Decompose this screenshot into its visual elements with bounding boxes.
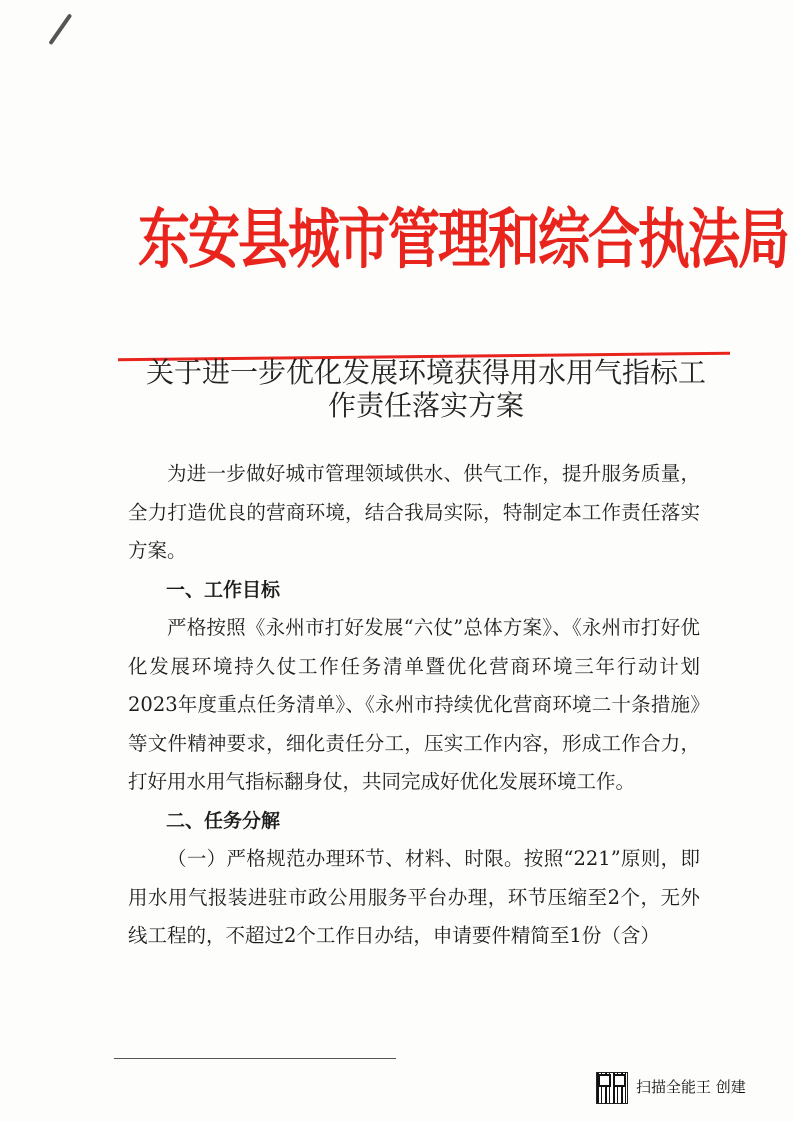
document-body	[128, 455, 700, 956]
letterhead-agency-name: 东安县城市管理和综合执法局	[138, 201, 789, 278]
task-item-1: （一）严格规范办理环节、材料、时限。按照“221”原则，即用水用气报装进驻市政公用服务平台办理，环节压缩至2个，无外线工程的，不超过2个工作日办结，申请要件精简至1份（含）	[128, 847, 700, 947]
document-title-line-1: 关于进一步优化发展环境获得用水用气指标工	[145, 356, 706, 389]
scan-mark	[48, 13, 72, 45]
section-heading-tasks: 二、任务分解	[166, 809, 281, 832]
footer-rule	[114, 1058, 396, 1059]
qr-code-icon	[596, 1072, 628, 1104]
document-title-line-2: 作责任落实方案	[327, 389, 524, 422]
goals-paragraph: 严格按照《永州市打好发展“六仗”总体方案》、《永州市打好优化发展环境持久仗工作任务清单暨优化营商环境三年行动计划2023年度重点任务清单》、《永州市持续优化营商环境二十条措施》等文件精神要求，细化责任分工，压实工作内容，形成工作合力，打好用水用气指标翻身仗，共同完成好优化发展环境工作。	[128, 616, 700, 793]
document-title	[126, 356, 726, 422]
scanner-watermark: 扫描全能王 创建	[636, 1078, 746, 1096]
intro-paragraph: 为进一步做好城市管理领域供水、供气工作，提升服务质量，全力打造优良的营商环境，结合我局实际，特制定本工作责任落实方案。	[128, 462, 700, 562]
section-heading-goals: 一、工作目标	[166, 578, 281, 601]
